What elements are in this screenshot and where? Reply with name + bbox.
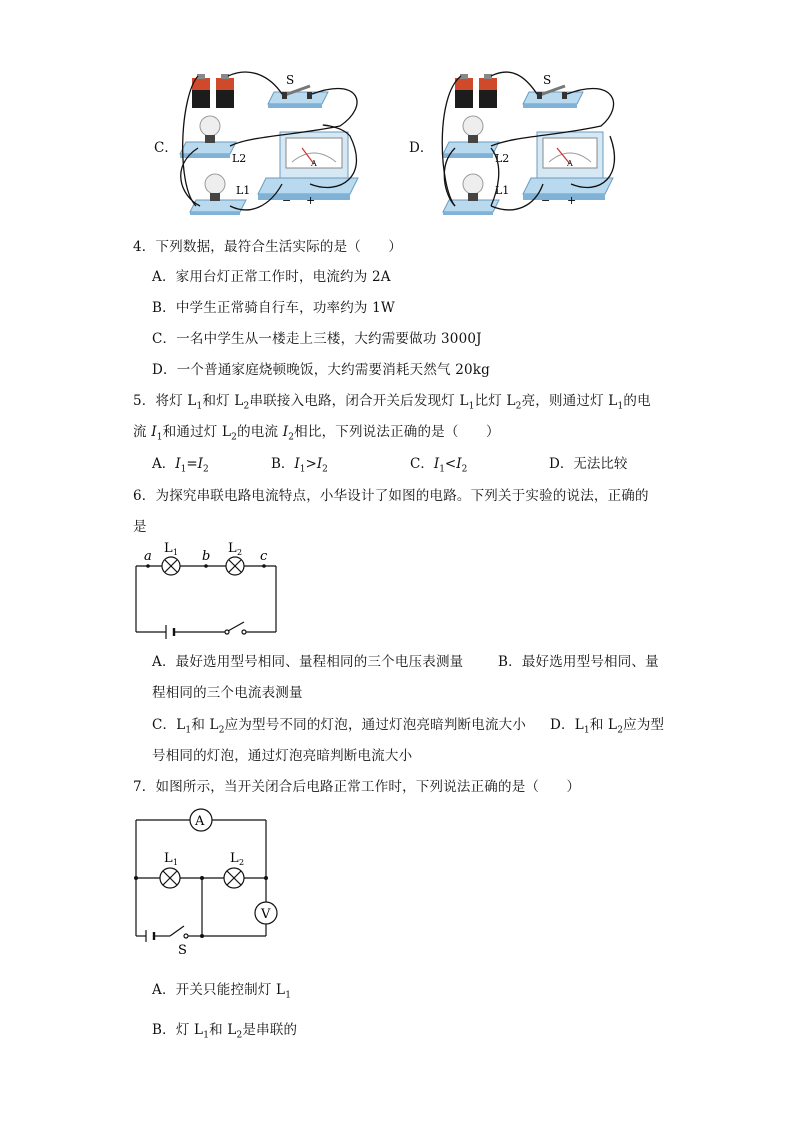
q4-option-c: C．一名中学生从一楼走上三楼，大约需要做功 3000J (152, 331, 482, 347)
lamp-l1-icon (160, 868, 180, 888)
q7-option-a: A．开关只能控制灯 $L_1$ (152, 982, 292, 1001)
q4-option-a: A．家用台灯正常工作时，电流约为 2A (152, 269, 391, 285)
ammeter-symbol-icon (190, 809, 212, 831)
svg-text:V: V (261, 907, 271, 922)
junction-dot (200, 876, 204, 880)
lamp-l2-icon (226, 557, 244, 575)
q6-option-d-line1: D．$L_1$和 $L_2$应为型 (550, 717, 665, 736)
label-l2-sub: 2 (237, 548, 243, 557)
label-l1-sub: 1 (173, 858, 179, 867)
lamp-l1-icon (162, 557, 180, 575)
node-a (146, 564, 150, 568)
terminal-plus: + (567, 194, 577, 207)
label-l2-sub: 2 (239, 858, 245, 867)
q5-stem-line2: 流 $I_1$和通过灯 $L_2$的电流 $I_2$相比，下列说法正确的是（ ） (133, 424, 500, 443)
junction-dot (200, 934, 204, 938)
q5-option-c: C．$I_1<I_2$ (410, 456, 468, 475)
q5-option-a: A．$I_1=I_2$ (152, 456, 209, 475)
label-a: a (144, 549, 152, 564)
apparatus-figure-c (170, 66, 380, 216)
switch-icon (523, 86, 583, 108)
q7-circuit-diagram (128, 800, 288, 960)
label-l1-sub: 1 (173, 548, 179, 557)
ammeter-symbol: A (311, 159, 317, 168)
q6-option-b-line2: 程相同的三个电流表测量 (152, 685, 303, 701)
q5-option-d: D．无法比较 (549, 456, 628, 472)
q6-option-a: A．最好选用型号相同、量程相同的三个电压表测量 (152, 654, 464, 670)
switch-icon (268, 86, 328, 108)
q6-option-b-line1: B．最好选用型号相同、量 (498, 654, 659, 670)
label-c: c (260, 549, 268, 564)
bulb-icon (443, 174, 499, 215)
q7-stem: 7．如图所示，当开关闭合后电路正常工作时，下列说法正确的是（ ） (133, 779, 581, 795)
junction-dot (134, 876, 138, 880)
svg-text:A: A (195, 814, 205, 829)
terminal-minus: − (541, 194, 551, 207)
battery-symbol-icon (166, 625, 174, 639)
ammeter-icon (523, 132, 613, 200)
junction-dot (264, 876, 268, 880)
terminal-plus: + (306, 194, 316, 207)
q4-option-b: B．中学生正常骑自行车，功率约为 1W (152, 300, 395, 316)
bulb-l1-label: L1 (236, 184, 251, 197)
battery-icon (192, 74, 234, 108)
label-l1: L (164, 541, 173, 556)
q6-option-c: C．$L_1$和 $L_2$应为型号不同的灯泡，通过灯泡亮暗判断电流大小 (152, 717, 527, 736)
lamp-l2-icon (224, 868, 244, 888)
battery-icon (455, 74, 497, 108)
label-l2: L (228, 541, 237, 556)
option-c-label: C． (154, 140, 178, 156)
apparatus-figure-d (425, 66, 635, 216)
label-s: S (178, 943, 187, 958)
q6-circuit-diagram (128, 536, 288, 640)
label-l2: L (230, 851, 239, 866)
q5-option-b: B．$I_1>I_2$ (271, 456, 328, 475)
bulb-icon (180, 116, 236, 158)
bulb-l2-label: L2 (495, 152, 510, 165)
switch-label: S (286, 73, 295, 87)
q6-option-d-line2: 号相同的灯泡，通过灯泡亮暗判断电流大小 (152, 748, 413, 764)
terminal-minus: − (282, 194, 292, 207)
voltmeter-symbol-icon (255, 902, 277, 924)
label-b: b (202, 549, 211, 564)
option-d-label: D． (409, 140, 434, 156)
bulb-l2-label: L2 (232, 152, 247, 165)
q4-stem: 4．下列数据，最符合生活实际的是（ ） (133, 239, 403, 255)
q6-stem-line2: 是 (133, 519, 147, 535)
bulb-l1-label: L1 (495, 184, 510, 197)
node-c (262, 564, 266, 568)
label-l1: L (164, 851, 173, 866)
ammeter-symbol: A (567, 159, 573, 168)
ammeter-icon (258, 132, 358, 200)
switch-symbol-icon (170, 926, 188, 938)
q7-option-b: B．灯 $L_1$和 $L_2$是串联的 (152, 1022, 298, 1041)
node-b (204, 564, 208, 568)
q5-stem-line1: 5．将灯 $L_1$和灯 $L_2$串联接入电路，闭合开关后发现灯 $L_1$比灯 $L_2$亮，则通过灯 $L_1$的电 (133, 393, 651, 412)
q6-stem-line1: 6．为探究串联电路电流特点，小华设计了如图的电路。下列关于实验的说法，正确的 (133, 488, 649, 504)
battery-symbol-icon (146, 930, 154, 942)
q4-option-d: D．一个普通家庭烧顿晚饭，大约需要消耗天然气 20kg (152, 362, 491, 378)
switch-label: S (543, 73, 552, 87)
switch-symbol-icon (225, 622, 246, 634)
